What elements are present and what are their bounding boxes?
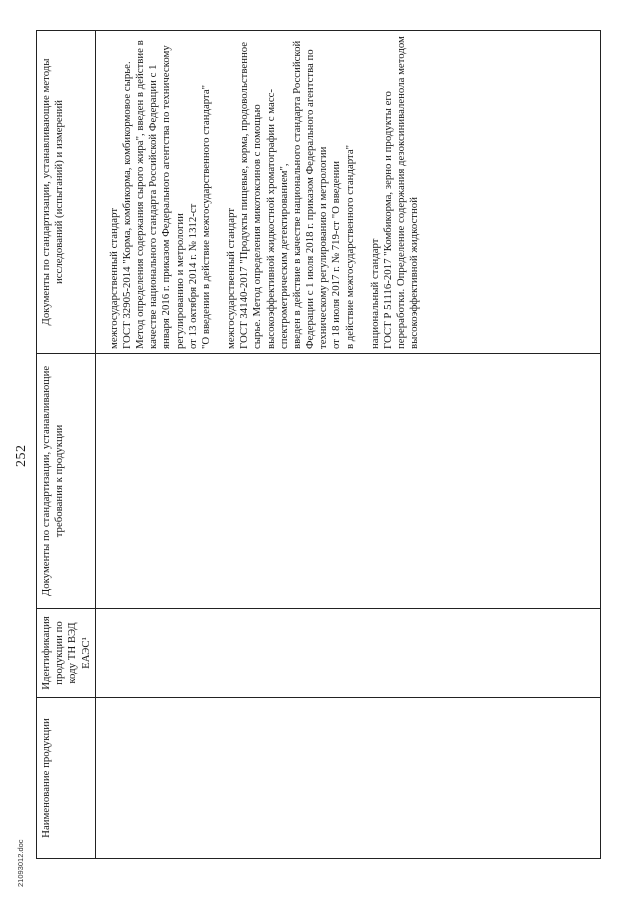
table-header-row bbox=[37, 31, 96, 859]
cell-requirements bbox=[95, 354, 600, 609]
standard-entry: национальный стандарт ГОСТ Р 51116-2017 "Комбикорма, зерно и продукты его переработки. Определение содержания дезоксиниваленола методом высокоэффективной жидкостной bbox=[368, 36, 421, 349]
header-requirements-docs: Документы по стандартизации, устанавливающие требования к продукции bbox=[37, 354, 96, 609]
page-number: 252 bbox=[14, 444, 29, 467]
file-name: 21093012.doc bbox=[16, 839, 25, 887]
header-product-name: Наименование продукции bbox=[37, 698, 96, 859]
cell-product-name bbox=[95, 698, 600, 859]
standards-table bbox=[36, 30, 601, 859]
standard-entry: межгосударственный стандарт ГОСТ 34140-2017 "Продукты пищевые, корма, продовольственное сырье. Метод определения микотоксинов с помощью высокоэффективной жидкостной хроматографии с масс-спектрометрическим детектированием", введен в действие в качестве национального стандарта Российской Федерации с 1 июля 2018 г. приказом Федерального агентства по техническому регулированию и метрологии от 18 июля 2017 г. № 719-ст "О введении в действие межгосударственного стандарта" bbox=[225, 40, 356, 349]
cell-product-code bbox=[95, 609, 600, 698]
header-methods-docs: Документы по стандартизации, устанавливающие методы исследований (испытаний) и измерений bbox=[37, 31, 96, 354]
cell-methods bbox=[95, 31, 600, 354]
standard-entry: межгосударственный стандарт ГОСТ 32905-2014 "Корма, комбикорма, комбикормовое сырье. Метод определения содержания сырого жира", введен в действие в качестве национального стандарта Российской Федерации с 1 января 2016 г. приказом Федерального агентства по техническому регулированию и метрологии от 13 октября 2014 г. № 1312-ст "О введении в действие межгосударственного стандарта" bbox=[107, 40, 212, 349]
table-row bbox=[95, 31, 600, 859]
header-product-code: Идентификация продукции по коду ТН ВЭД ЕАЭС¹ bbox=[37, 609, 96, 698]
